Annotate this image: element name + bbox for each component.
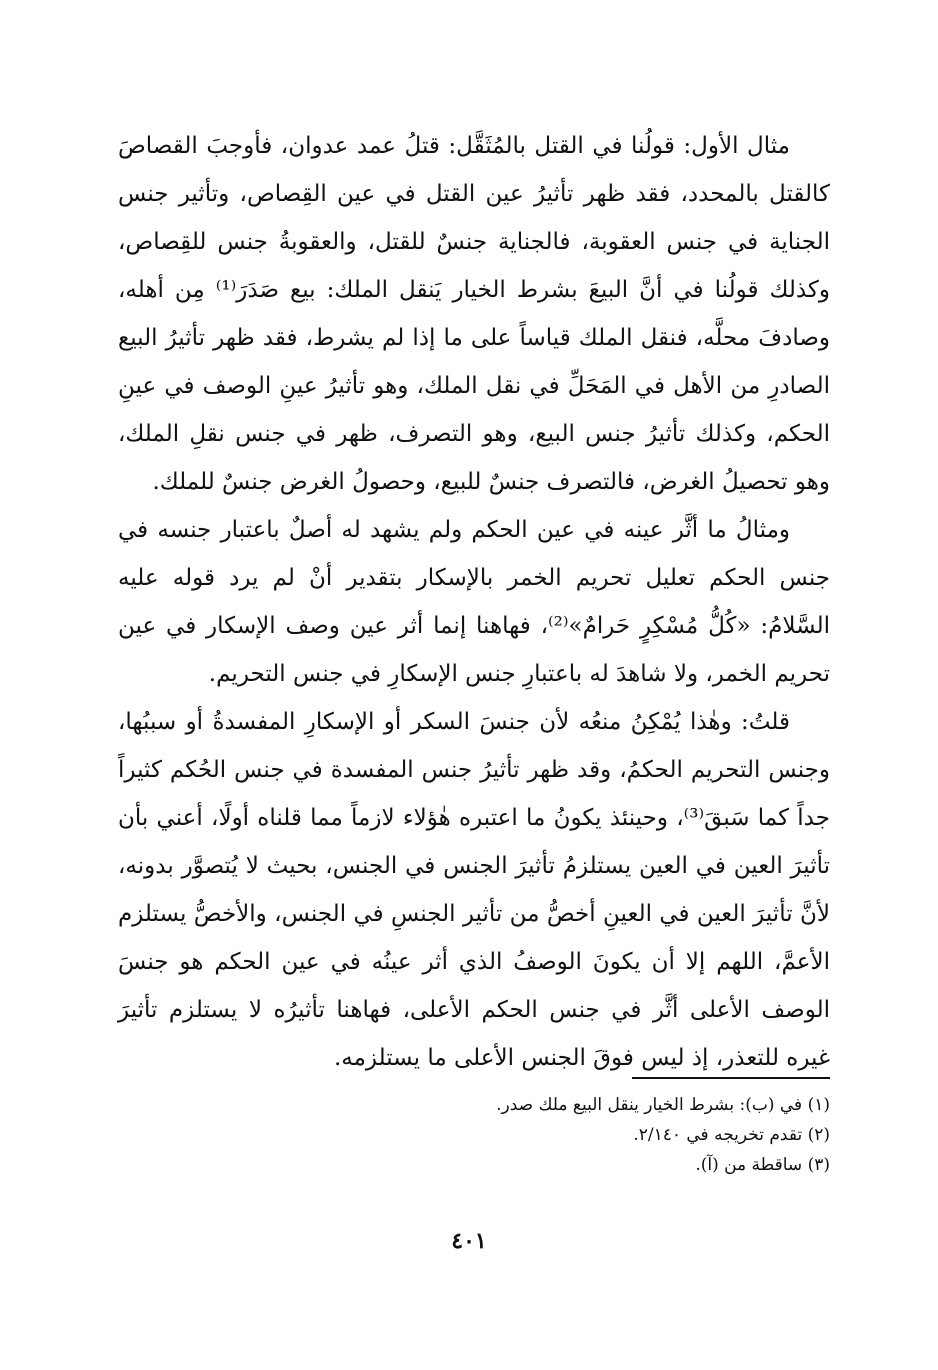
footnote-1: (١) في (ب): بشرط الخيار ينقل البيع ملك صدر. (496, 1095, 830, 1115)
footnote-3: (٣) ساقطة من (آ). (695, 1155, 830, 1175)
footnote-2: (٢) تقدم تخريجه في ٢/١٤٠. (633, 1125, 830, 1145)
page-number: ٤٠١ (451, 1228, 487, 1254)
paragraph-3: قلتُ: وهٰذا يُمْكِنُ منعُه لأن جنسَ السكر أو الإسكارِ المفسدةُ أو سببُها، وجنس التحريم الحكمُ، وقد ظهر تأثيرُ جنس المفسدة في جنس الحُكم كثيراً جداً كما سَبقَ⁽³⁾، وحينئذ يكونُ ما اعتبره هٰؤلاء لازماً مما قلناه أولًا، أعني بأن تأثيرَ العين في العين يستلزمُ تأثيرَ الجنس في الجنس، بحيث لا يُتصوَّر بدونه، لأنَّ تأثيرَ العين في العينِ أخصُّ من تأثير الجنسِ في الجنس، والأخصُّ يستلزم الأعمَّ، اللهم إلا أن يكونَ الوصفُ الذي أثر عينُه في عين الحكم هو جنسَ الوصف الأعلى أثَّر في جنس الحكم الأعلى، فهاهنا تأثيرُه لا يستلزم تأثيرَ غيره للتعذر، إذ ليس فوقَ الجنس الأعلى ما يستلزمه. (118, 709, 830, 1071)
footnote-separator (632, 1077, 830, 1079)
main-text (118, 122, 830, 1082)
footnotes (118, 1090, 830, 1180)
paragraph-1: مثال الأول: قولُنا في القتل بالمُثَقَّل: قتلُ عمد عدوان، فأوجبَ القصاصَ كالقتل بالمحدد، فقد ظهر تأثيرُ عين القتل في عين القِصاص، وتأثير جنس الجناية في جنس العقوبة، فالجناية جنسٌ للقتل، والعقوبةُ جنس للقِصاص، وكذلك قولُنا في أنَّ البيعَ بشرط الخيار يَنقل الملك: بيع صَدَرَ⁽¹⁾ مِن أهله، وصادفَ محلَّه، فنقل الملك قياساً على ما إذا لم يشرط، فقد ظهر تأثيرُ البيع الصادرِ من الأهل في المَحَلِّ في نقل الملك، وهو تأثيرُ عينِ الوصف في عينِ الحكم، وكذلك تأثيرُ جنس البيع، وهو التصرف، ظهر في جنس نقلِ الملك، وهو تحصيلُ الغرض، فالتصرف جنسٌ للبيع، وحصولُ الغرض جنسٌ للملك. (118, 133, 830, 495)
paragraph-2: ومثالُ ما أثَّر عينه في عين الحكم ولم يشهد له أصلٌ باعتبار جنسه في جنس الحكم تعليل تحريم الخمر بالإسكار بتقدير أنْ لم يرد قوله عليه السَّلامُ: «كُلُّ مُسْكِرٍ حَرامٌ»⁽²⁾، فهاهنا إنما أثر عين وصف الإسكار في عين تحريم الخمر، ولا شاهدَ له باعتبارِ جنس الإسكارِ في جنس التحريم. (118, 517, 830, 687)
